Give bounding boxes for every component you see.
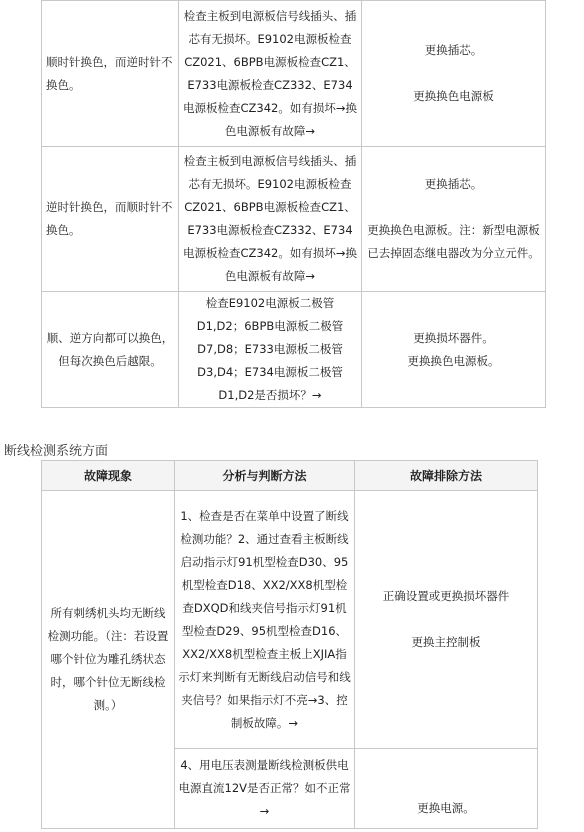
- analysis-text: 检查主板到电源板信号线插头、插芯有无损坏。E9102电源板检查CZ021、6BPB电源板检查CZ1、E733电源板检查CZ332、E734电源板检查CZ342。如有损坏→换色电源板有故障→: [183, 154, 357, 283]
- table-row: [42, 292, 546, 408]
- fix-spacer: [362, 196, 545, 219]
- symptom-cell: [42, 491, 175, 829]
- fix-cell: [355, 749, 538, 829]
- fix-line: 正确设置或更换损坏器件: [382, 589, 510, 603]
- header-symptom: 故障现象: [42, 461, 175, 491]
- table-header-row: [42, 461, 538, 491]
- fix-line: 更换换色电源板: [413, 89, 494, 103]
- analysis-text: 4、用电压表测量断线检测板供电电源直流12V是否正常？如不正常→: [178, 758, 351, 818]
- fix-spacer: [355, 608, 537, 631]
- symptom-text: 所有刺绣机头均无断线检测功能。（注：若设置哪个针位为雕孔绣状态时，哪个针位无断线检测。）: [47, 606, 169, 712]
- symptom-text: 顺时针换色，而逆时针不换色。: [46, 54, 173, 92]
- analysis-text: 1、检查是否在菜单中设置了断线检测功能？2、通过查看主板断线启动指示灯91机型检查D30、95机型检查D18、XX2/XX8机型检查DXQD和线夹信号指示灯91机型检查D29、95机型检查D16、XX2/XX8机型检查主板上XJIA指示灯来判断有无断线启动信号和线夹信号？如果指示灯不亮→3、控制板故障。→: [178, 508, 351, 730]
- symptom-cell: [42, 1, 179, 147]
- fault-table-color-change: [41, 0, 546, 408]
- table-row: [42, 1, 546, 147]
- table-row: [42, 491, 538, 749]
- analysis-text: 检查主板到电源板信号线插头、插芯有无损坏。E9102电源板检查CZ021、6BPB电源板检查CZ1、E733电源板检查CZ332、E734电源板检查CZ342。如有损坏→换色电源板有故障→: [183, 8, 357, 138]
- fix-line: 更换损坏器件。: [413, 330, 494, 345]
- section-title: 断线检测系统方面: [4, 444, 109, 459]
- fix-cell: [362, 1, 546, 147]
- symptom-text: 逆时针换色，而顺时针不换色。: [46, 200, 173, 237]
- fix-cell: [362, 147, 546, 292]
- table-row: [42, 147, 546, 292]
- analysis-text: 检查E9102电源板二极管D1,D2；6BPB电源板二极管D7,D8；E733电源板二极管D3,D4；E734电源板二极管D1,D2是否损坏？→: [196, 296, 344, 402]
- header-analysis: 分析与判断方法: [175, 461, 355, 491]
- analysis-cell: [179, 147, 362, 292]
- symptom-cell: [42, 292, 179, 408]
- fix-line: 更换换色电源板。: [407, 353, 500, 368]
- fix-line: 更换插芯。: [424, 177, 483, 191]
- analysis-cell: [175, 491, 355, 749]
- fix-text: 更换电源。: [417, 801, 475, 815]
- fault-table-break-detection: [41, 460, 538, 829]
- symptom-cell: [42, 147, 179, 292]
- fix-line: 更换主控制板: [411, 635, 481, 649]
- fix-spacer: [362, 62, 545, 85]
- fix-cell: [355, 491, 538, 749]
- fix-cell: [362, 292, 546, 408]
- fix-line: 更换插芯。: [424, 43, 483, 57]
- analysis-cell: [179, 292, 362, 408]
- analysis-cell: [175, 749, 355, 829]
- analysis-cell: [179, 1, 362, 147]
- header-fix: 故障排除方法: [355, 461, 538, 491]
- symptom-text: 顺、逆方向都可以换色，但每次换色后越限。: [46, 330, 174, 368]
- fix-line: 更换换色电源板。注：新型电源板已去掉固态继电器改为分立元件。: [367, 223, 540, 260]
